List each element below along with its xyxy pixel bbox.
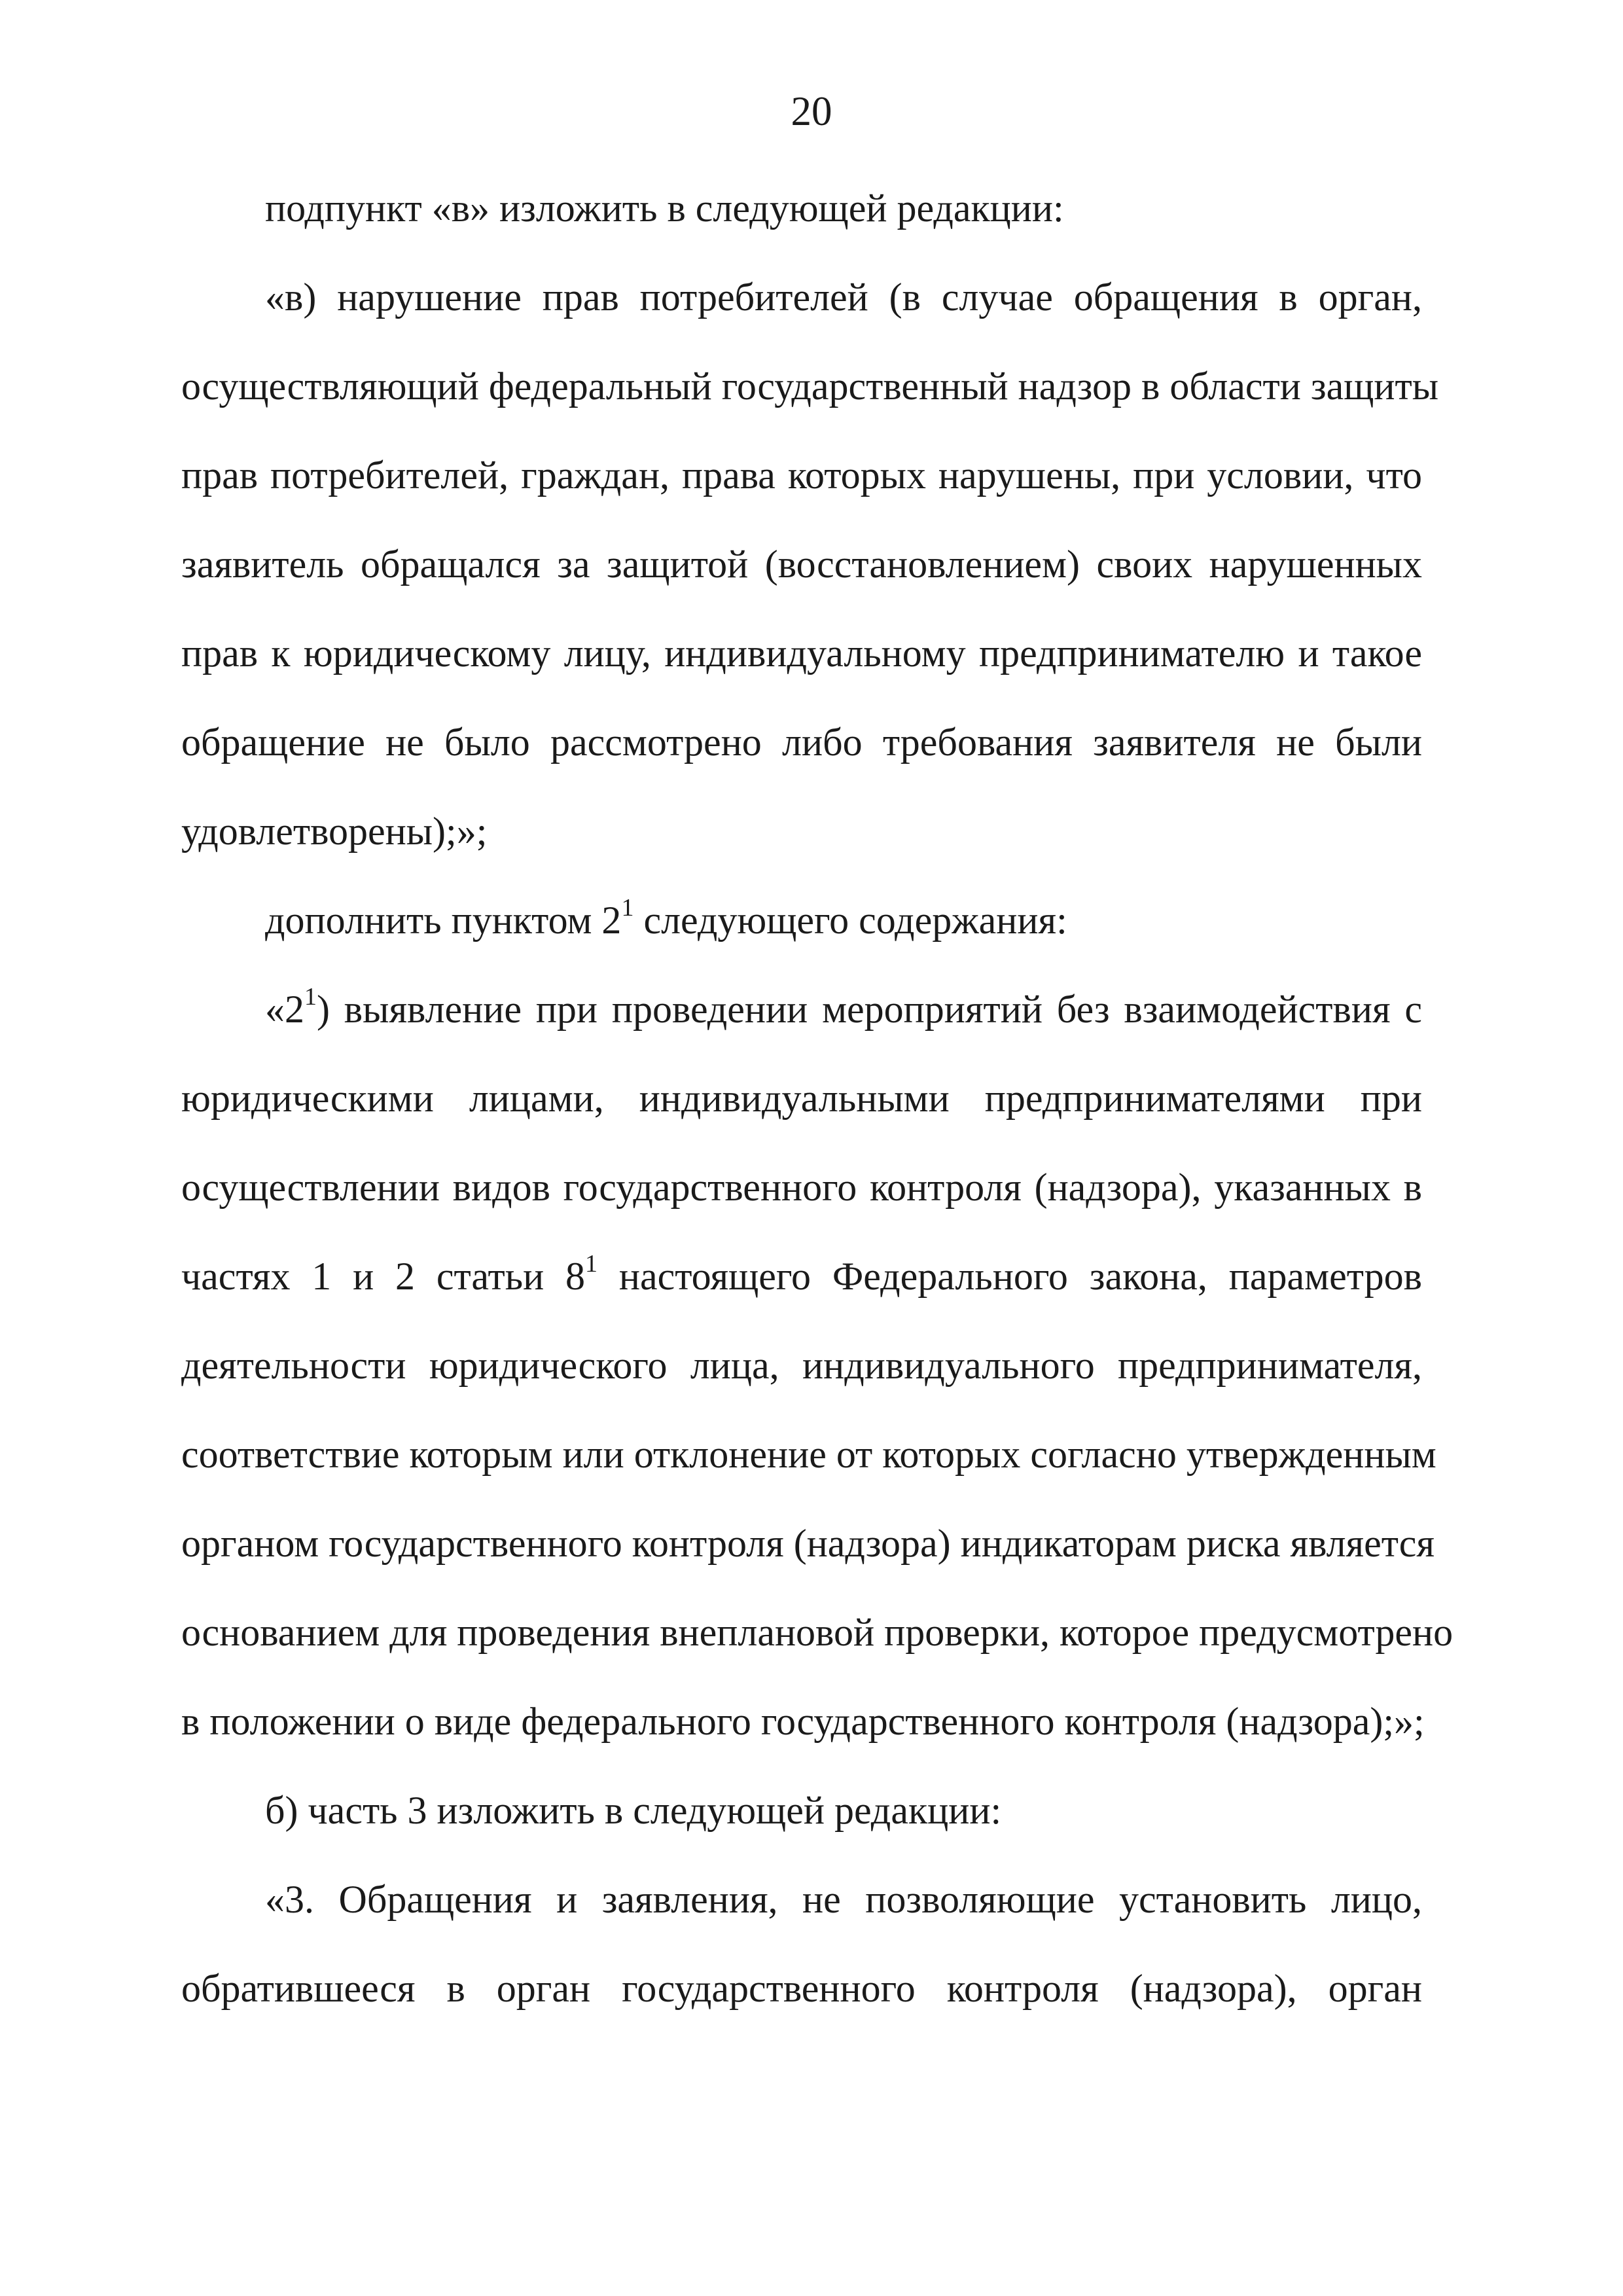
superscript: 1 xyxy=(585,1250,598,1278)
text-line xyxy=(181,965,1422,1054)
text-line: юридическими лицами, индивидуальными предпринимателями при xyxy=(181,1077,1422,1120)
text-line xyxy=(181,1232,1422,1321)
text-line: обращение не было рассмотрено либо требования заявителя не были xyxy=(181,721,1422,764)
text-fragment: ) выявление при проведении мероприятий без взаимодействия с xyxy=(317,988,1422,1031)
text-line: основанием для проведения внеплановой проверки, которое предусмотрено xyxy=(181,1611,1454,1654)
text-line: б) часть 3 изложить в следующей редакции: xyxy=(265,1789,1002,1832)
superscript: 1 xyxy=(621,894,634,922)
text-fragment: «2 xyxy=(265,988,304,1031)
superscript: 1 xyxy=(304,983,317,1011)
text-fragment: следующего содержания: xyxy=(633,899,1067,942)
text-line: подпункт «в» изложить в следующей редакции: xyxy=(265,187,1064,230)
text-line: удовлетворены);»; xyxy=(181,810,488,853)
text-line: осуществляющий федеральный государственный надзор в области защиты xyxy=(181,365,1439,408)
text-fragment: настоящего Федерального закона, параметров xyxy=(597,1255,1422,1298)
text-line: в положении о виде федерального государственного контроля (надзора);»; xyxy=(181,1700,1425,1743)
text-line: осуществлении видов государственного контроля (надзора), указанных в xyxy=(181,1166,1422,1209)
text-line: деятельности юридического лица, индивидуального предпринимателя, xyxy=(181,1344,1422,1387)
text-line: прав к юридическому лицу, индивидуальному предпринимателю и такое xyxy=(181,632,1422,675)
text-fragment: частях 1 и 2 статьи 8 xyxy=(181,1255,586,1298)
text-fragment: дополнить пунктом 2 xyxy=(265,899,622,942)
text-line: обратившееся в орган государственного контроля (надзора), орган xyxy=(181,1967,1422,2010)
text-line: прав потребителей, граждан, права которых нарушены, при условии, что xyxy=(181,454,1422,497)
document-body xyxy=(181,164,1454,2033)
text-line: «в) нарушение прав потребителей (в случае обращения в орган, xyxy=(265,276,1422,319)
text-line: заявитель обращался за защитой (восстановлением) своих нарушенных xyxy=(181,543,1422,586)
text-line xyxy=(181,876,1422,965)
text-line: органом государственного контроля (надзора) индикаторам риска является xyxy=(181,1522,1435,1565)
text-line: соответствие которым или отклонение от которых согласно утвержденным xyxy=(181,1433,1436,1476)
text-line: «3. Обращения и заявления, не позволяющие установить лицо, xyxy=(265,1878,1422,1921)
page-number: 20 xyxy=(791,88,832,134)
